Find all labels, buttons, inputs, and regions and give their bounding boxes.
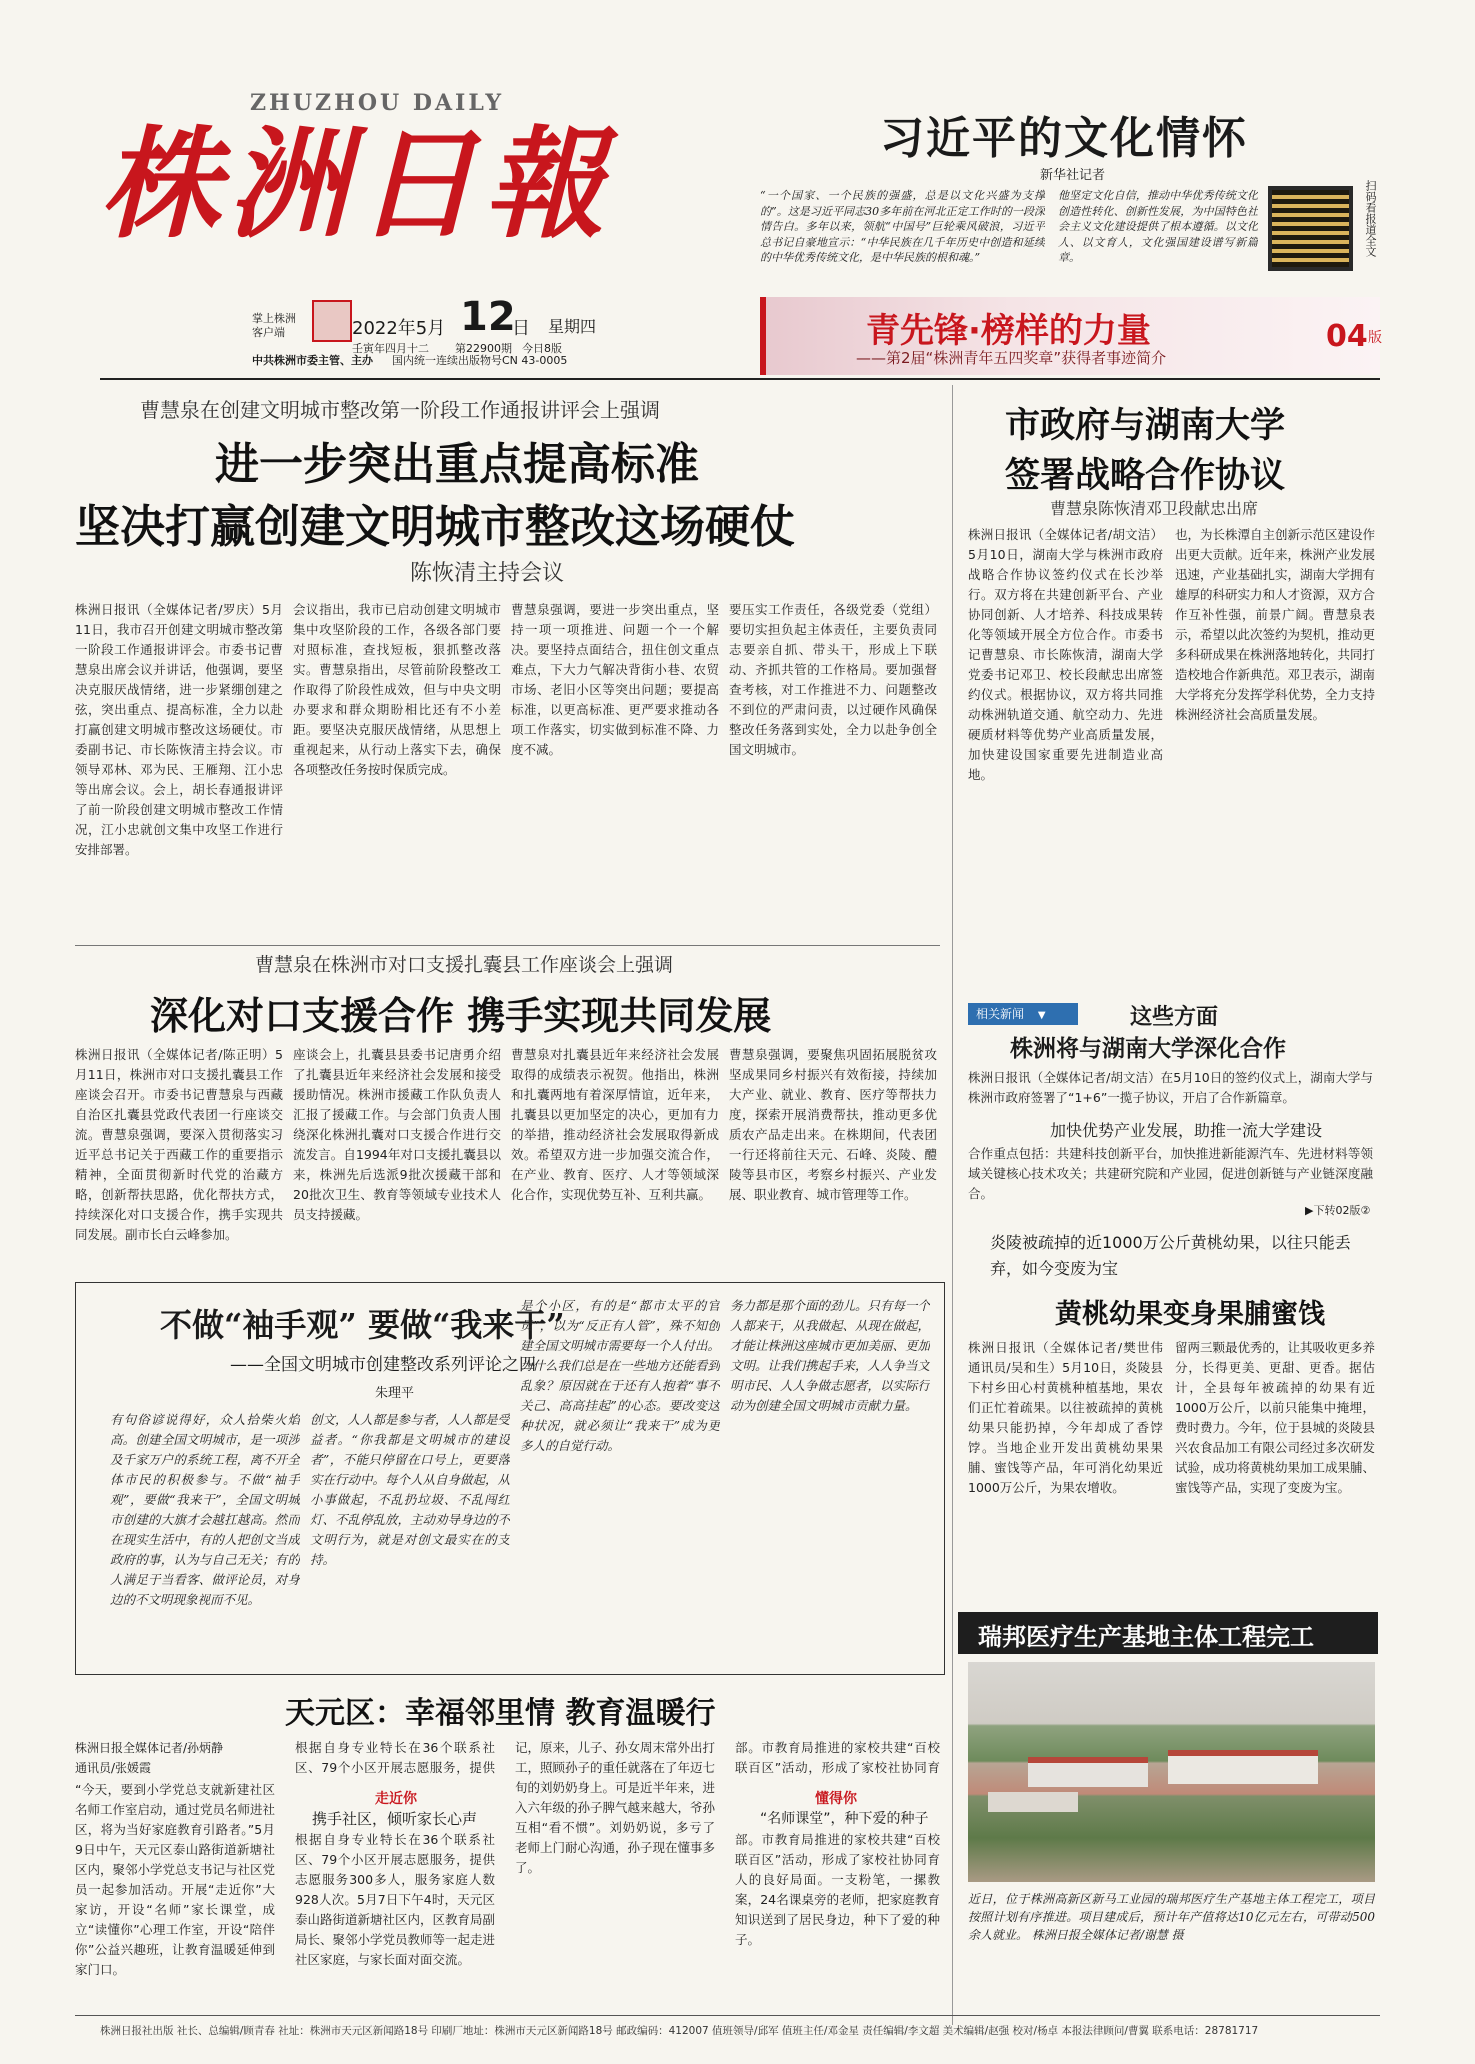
youth-banner-page-suffix: 版 xyxy=(1368,330,1382,346)
lead-col-1: 株洲日报讯（全媒体记者/罗庆）5月11日，我市召开创建文明城市整改第一阶段工作通报讲评会。市委书记曹慧泉出席会议并讲话，他强调，要坚决克服厌战情绪，进一步紧绷创建之弦，突出重点、提高标准，全力以赴打赢创建文明城市整改这场硬仗。市委副书记、市长陈恢清主持会议。市领导邓林、邓为民、王雁翔、江小忠等出席会议。会上，胡长春通报讲评了前一阶段创建文明城市整改工作情况，江小忠就创文集中攻坚工作进行安排部署。 xyxy=(75,602,283,857)
university-col-1: 株洲日报讯（全媒体记者/胡文洁）5月10日，湖南大学与株洲市政府战略合作协议签约仪式在长沙举行。双方将在共建创新平台、产业协同创新、人才培养、科技成果转化等领域开展全方位合作。市委书记曹慧泉、市长陈恢清，湖南大学党委书记邓卫、校长段献忠出席签约仪式。根据协议，双方将共同推动株洲轨道交通、航空动力、先进硬质材料等优势产业高质量发展，加快建设国家重要先进制造业高地。 xyxy=(968,527,1163,782)
commentary-author: 朱理平 xyxy=(375,1386,415,1401)
building-block-1 xyxy=(1028,1757,1148,1787)
masthead-seal xyxy=(312,300,352,342)
related-news-tag[interactable] xyxy=(968,1003,1078,1025)
commentary-sub: ——全国文明城市创建整改系列评论之四 xyxy=(230,1355,536,1375)
masthead-logo: 株洲日報 xyxy=(100,114,612,255)
construction-photo xyxy=(968,1662,1375,1882)
commentary-col-4: 务力都是那个面的劲儿。只有每一个人都来干，从我做起、从现在做起，才能让株洲这座城市更加美丽、更加文明。让我们携起手来，人人争当文明市民、人人争做志愿者，以实际行动为创建全国文明城市贡献力量。 xyxy=(730,1298,930,1413)
school-sub1: 走近你 xyxy=(375,1791,417,1807)
related-jump-link[interactable]: ▶下转02版② xyxy=(1305,1204,1371,1217)
photo-headline[interactable]: 瑞邦医疗生产基地主体工程完工 xyxy=(978,1623,1314,1651)
second-col-3: 曹慧泉对扎囊县近年来经济社会发展取得的成绩表示祝贺。他指出，株洲和扎囊两地有着深厚情谊，近年来，扎囊县以更加坚定的决心，更加有力的举措，推动经济社会发展取得新成效。希望双方进一步加强交流合作，在产业、教育、医疗、人才等领域深化合作，实现优势互补、互利共赢。 xyxy=(511,1047,719,1202)
issue-day-suffix: 日 xyxy=(512,318,530,339)
university-headline-1[interactable]: 市政府与湖南大学 xyxy=(1005,406,1286,446)
commentary-col-2: 创文，人人都是参与者，人人都是受益者。“你我都是文明城市的建设者”，不能只停留在口号上，更要落实在行动中。每个人从自身做起，从小事做起，不乱扔垃圾、不乱闯红灯、不乱停乱放，主动劝导身边的不文明行为，就是对创文最实在的支持。 xyxy=(310,1412,510,1567)
masthead-pinyin: ZHUZHOU DAILY xyxy=(250,90,505,116)
building-block-2 xyxy=(1168,1750,1318,1784)
school-byline: 株洲日报全媒体记者/孙炳静 通讯员/张媛霞 xyxy=(75,1741,224,1775)
lunar-date: 壬寅年四月十二 xyxy=(352,342,429,355)
university-col-2: 也，为长株潭自主创新示范区建设作出更大贡献。近年来，株洲产业发展迅速，产业基础扎实，湖南大学拥有雄厚的科研实力和人才资源，双方合作互补性强，前景广阔。曹慧泉表示，希望以此次签约为契机，推动更多科研成果在株洲落地转化，共同打造校地合作新典范。邓卫表示，湖南大学将充分发挥学科优势，全力支持株洲经济社会高质量发展。 xyxy=(1175,527,1375,722)
university-deck: 曹慧泉陈恢清邓卫段献忠出席 xyxy=(1050,499,1259,518)
school-sub1b: 携手社区，倾听家长心声 xyxy=(312,1810,478,1828)
related-subhead: 加快优势产业发展，助推一流大学建设 xyxy=(1050,1121,1323,1140)
related-kicker: 这些方面 xyxy=(1130,1005,1219,1030)
youth-banner-subtitle: ——第2届“株洲青年五四奖章”获得者事迹简介 xyxy=(856,349,1167,367)
related-headline[interactable]: 株洲将与湖南大学深化合作 xyxy=(1010,1036,1286,1062)
school-col-3: 记，原来，儿子、孙女周末常外出打工，照顾孙子的重任就落在了年迈七旬的刘奶奶身上。可是近半年来，进入六年级的孙子脾气越来越大，爷孙互相“看不惯”。刘奶奶说，多亏了老师上门耐心沟通，孙子现在懂事多了。 xyxy=(515,1740,715,1875)
fruit-headline[interactable]: 黄桃幼果变身果脯蜜饯 xyxy=(1055,1299,1325,1330)
top-feature-text-left: “一个国家、一个民族的强盛，总是以文化兴盛为支撑的”。这是习近平同志30多年前在河北正定工作时的一段深情告白。多年以来，领航“中国号”巨轮乘风破浪，习近平总书记自豪地宣示：“中华民族在几千年历史中创造和延续的中华优秀传统文化，是中华民族的根和魂。” xyxy=(760,189,1045,264)
school-headline[interactable]: 天元区：幸福邻里情 教育温暖行 xyxy=(285,1696,716,1731)
lead-headline-1[interactable]: 进一步突出重点提高标准 xyxy=(215,439,699,490)
masthead-divider xyxy=(100,378,1380,380)
school-col-2: 根据自身专业特长在36个联系社区、79个小区开展志愿服务，提供 xyxy=(295,1740,495,1775)
commentary-headline[interactable]: 不做“袖手观” 要做“我来干” xyxy=(160,1306,565,1344)
school-col-4b: 部。市教育局推进的家校共建“百校联百区”活动，形成了家校社协同育人的良好局面。一支粉笔，一摞教案，24名课桌旁的老师，把家庭教育知识送到了居民身边，种下了爱的种子。 xyxy=(735,1832,940,1947)
publisher: 中共株洲市委主管、主办 xyxy=(252,354,373,367)
school-sub2: 懂得你 xyxy=(815,1791,857,1807)
footer-credits: 株洲日报社出版 社长、总编辑/顾青春 社址：株洲市天元区新闻路18号 印刷厂地址：株洲市天元区新闻路18号 邮政编码：412007 值班领导/邱军 值班主任/邓金星 责任编辑/李文超 美术编辑/赵强 校对/杨卓 本报法律顾问/曹翼 联系电话：28781717 xyxy=(100,2025,1259,2037)
qr-code-icon[interactable] xyxy=(1268,186,1353,271)
building-block-3 xyxy=(988,1792,1078,1812)
youth-banner-page: 04 xyxy=(1326,319,1368,354)
related-text: 株洲日报讯（全媒体记者/胡文洁）在5月10日的签约仪式上，湖南大学与株洲市政府签署了“1+6”一揽子协议，开启了合作新篇章。 xyxy=(968,1070,1373,1105)
lead-col-2: 会议指出，我市已启动创建文明城市集中攻坚阶段的工作，各级各部门要对照标准，查找短板，狠抓整改落实。曹慧泉指出，尽管前阶段整改工作取得了阶段性成效，但与中央文明办要求和群众期盼相比还有不小差距。要坚决克服厌战情绪，从思想上重视起来，从行动上落实下去，确保各项整改任务按时保质完成。 xyxy=(293,602,501,777)
second-col-2: 座谈会上，扎囊县县委书记唐勇介绍了扎囊县近年来经济社会发展和接受援助情况。株洲市援藏工作队负责人汇报了援藏工作。与会部门负责人围绕深化株洲扎囊对口支援合作进行交流发言。自1994年对口支援扎囊县以来，株洲先后选派9批次援藏干部和20批次卫生、教育等领域专业技术人员支持援藏。 xyxy=(293,1047,501,1222)
second-kicker: 曹慧泉在株洲市对口支援扎囊县工作座谈会上强调 xyxy=(255,954,674,976)
triangle-down-icon: ▼ xyxy=(1037,1010,1046,1021)
related-more: 合作重点包括：共建科技创新平台，加快推进新能源汽车、先进材料等领域关键核心技术攻关；共建研究院和产业园，促进创新链与产业链深度融合。 xyxy=(968,1146,1373,1201)
second-col-1: 株洲日报讯（全媒体记者/陈正明）5月11日，株洲市对口支援扎囊县工作座谈会召开。市委书记曹慧泉与西藏自治区扎囊县党政代表团一行座谈交流。曹慧泉强调，要深入贯彻落实习近平总书记关于西藏工作的重要指示精神，全面贯彻新时代党的治藏方略，创新帮扶思路，优化帮扶方式，持续深化对口支援合作，携手实现共同发展。副市长白云峰参加。 xyxy=(75,1047,283,1242)
top-feature-text-right: 他坚定文化自信，推动中华优秀传统文化创造性转化、创新性发展，为中国特色社会主义文化建设提供了根本遵循。以文化人、以文育人，文化强国建设谱写新篇章。 xyxy=(1058,189,1258,264)
page-count: 今日8版 xyxy=(522,342,562,355)
lead-deck: 陈恢清主持会议 xyxy=(410,561,565,586)
qr-label: 扫码看报道全文 xyxy=(1364,180,1377,257)
issue-day: 12 xyxy=(460,294,516,340)
youth-banner-title: 青先锋·榜样的力量 xyxy=(866,311,1151,351)
footer-divider xyxy=(75,2015,1380,2016)
issue-weekday: 星期四 xyxy=(548,317,597,336)
school-col-4a: 部。市教育局推进的家校共建“百校联百区”活动，形成了家校社协同育 xyxy=(735,1740,940,1775)
commentary-col-1: 有句俗谚说得好，众人拾柴火焰高。创建全国文明城市，是一项涉及千家万户的系统工程，离不开全体市民的积极参与。不做“袖手观”，要做“我来干”，全国文明城市创建的大旗才会越扛越高。然而在现实生活中，有的人把创文当成政府的事，认为与自己无关；有的人满足于当看客、做评论员，对身边的不文明现象视而不见。 xyxy=(110,1412,300,1607)
second-headline[interactable]: 深化对口支援合作 携手实现共同发展 xyxy=(150,994,772,1038)
right-column-rule xyxy=(952,385,953,2025)
top-feature-byline: 新华社记者 xyxy=(1040,168,1106,183)
fruit-col-1: 株洲日报讯（全媒体记者/樊世伟 通讯员/吴和生）5月10日，炎陵县下村乡田心村黄桃种植基地，果农们正忙着疏果。以往被疏掉的黄桃幼果只能扔掉，今年却成了香饽饽。当地企业开发出黄桃幼果果脯、蜜饯等产品，年可消化幼果近1000万公斤，为果农增收。 xyxy=(968,1340,1163,1495)
lead-headline-2[interactable]: 坚决打赢创建文明城市整改这场硬仗 xyxy=(75,500,796,553)
school-sub2b: “名师课堂”，种下爱的种子 xyxy=(760,1811,929,1827)
section-divider-1 xyxy=(75,945,940,946)
fruit-col-2: 留两三颗最优秀的，让其吸收更多养分，长得更美、更甜、更香。据估计，全县每年被疏掉的幼果有近1000万公斤，以前只能集中掩埋，费时费力。今年，位于县城的炎陵县兴农食品加工有限公司经过多次研发试验，成功将黄桃幼果加工成果脯、蜜饯等产品，实现了变废为宝。 xyxy=(1175,1340,1375,1495)
commentary-col-3: 是个小区，有的是“都市太平的官员”，以为“反正有人管”，殊不知创建全国文明城市需要每一个人付出。为什么我们总是在一些地方还能看到乱象？原因就在于还有人抱着“事不关己、高高挂起”的心态。要改变这种状况，就必须让“我来干”成为更多人的自觉行动。 xyxy=(520,1298,720,1453)
second-col-4: 曹慧泉强调，要聚焦巩固拓展脱贫攻坚成果同乡村振兴有效衔接，持续加大产业、就业、教育、医疗等帮扶力度，探索开展消费帮扶，推动更多优质农产品走出来。在株期间，代表团一行还将前往天元、石峰、炎陵、醴陵等县市区，考察乡村振兴、产业发展、职业教育、城市管理等工作。 xyxy=(729,1047,937,1202)
photo-caption: 近日，位于株洲高新区新马工业园的瑞邦医疗生产基地主体工程完工，项目按照计划有序推进。项目建成后，预计年产值将达10亿元左右，可带动500余人就业。 株洲日报全媒体记者/谢慧 摄 xyxy=(968,1892,1375,1942)
lead-col-3: 曹慧泉强调，要进一步突出重点，坚持一项一项推进、问题一个一个解决。要坚持点面结合，扭住创文重点难点，下大力气解决背街小巷、农贸市场、老旧小区等突出问题；要提高标准，以更高标准、更严要求推动各项工作落实，切实做到标准不降、力度不减。 xyxy=(511,602,719,757)
issue-date: 2022年5月 xyxy=(352,318,446,339)
lead-kicker: 曹慧泉在创建文明城市整改第一阶段工作通报讲评会上强调 xyxy=(140,398,660,422)
top-feature-title[interactable]: 习近平的文化情怀 xyxy=(880,113,1248,164)
lead-col-4: 要压实工作责任，各级党委（党组）要切实担负起主体责任，主要负责同志要亲自抓、带头干，形成上下联动、齐抓共管的工作格局。要加强督查考核，对工作推进不力、问题整改不到位的严肃问责，以过硬作风确保整改任务落到实处，全力以赴争创全国文明城市。 xyxy=(729,602,937,757)
fruit-kicker: 炎陵被疏掉的近1000万公斤黄桃幼果，以往只能丢弃，如今变废为宝 xyxy=(990,1233,1351,1278)
school-col-1: “今天，要到小学党总支就新建社区名师工作室启动，通过党员名师进社区，将为当好家庭教育引路者。”5月9日中午，天元区泰山路街道新塘社区内，聚邻小学党总支书记与社区党员一起参加活动。开展“走近你”大家访，开设“名师”家长课堂，成立“读懂你”心理工作室，开设“陪伴你”公益兴趣班，让教育温暖延伸到家门口。 xyxy=(75,1782,275,1977)
related-news-tag-label: 相关新闻 xyxy=(976,1007,1025,1021)
university-headline-2[interactable]: 签署战略合作协议 xyxy=(1005,456,1286,496)
youth-banner[interactable] xyxy=(760,297,1380,375)
issue-number: 第22900期 xyxy=(455,342,512,355)
cn-number: 国内统一连续出版物号CN 43-0005 xyxy=(392,354,568,367)
school-col-2b: 根据自身专业特长在36个联系社区、79个小区开展志愿服务，提供志愿服务300多人，服务家庭人数928人次。5月7日下午4时，天元区泰山路街道新塘社区内，区教育局副局长、聚邻小学党员教师等一起走进社区家庭，与家长面对面交流。 xyxy=(295,1832,495,1967)
app-label: 掌上株洲 客户端 xyxy=(252,312,296,339)
